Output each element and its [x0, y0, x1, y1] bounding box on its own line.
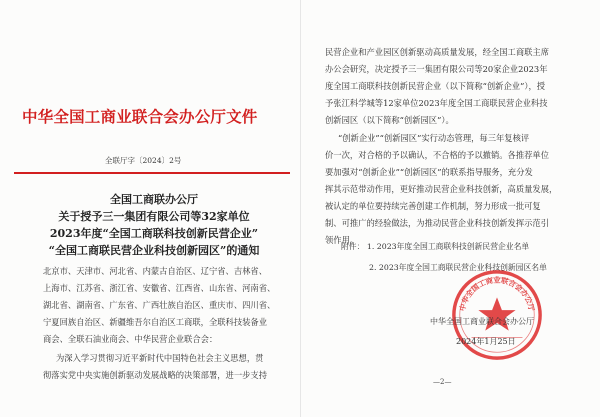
attachment-item-1	[341, 236, 547, 257]
left-body-line-1: 北京市、天津市、河北省、内蒙古自治区、辽宁省、吉林省、	[43, 266, 268, 276]
title-line-4: “全国工商联民营企业科技创新园区”的通知	[48, 244, 260, 257]
document-header: 中华全国工商业联合会办公厅文件	[22, 108, 258, 126]
right-body-line-7: 价一次，对合格的予以确认，不合格的予以撤销。各推荐单位	[325, 150, 550, 160]
title-line-3: 2023年度“全国工商联科技创新民营企业”	[49, 227, 259, 240]
left-body-line-4: 宁夏回族自治区、新疆维吾尔自治区工商联，全联科技装备业	[43, 317, 268, 327]
right-body-line-8: 要加强对“创新企业”“创新园区”的联系指导服务，充分发	[325, 167, 533, 177]
right-body-line-10: 被认定的单位要持续完善创建工作机制，努力形成一批可复	[325, 201, 541, 211]
signature-organization: 中华全国工商业联合会办公厅	[430, 317, 534, 326]
official-seal-icon	[448, 266, 546, 364]
left-body-line-6: 为深入学习贯彻习近平新时代中国特色社会主义思想，贯	[56, 353, 264, 363]
attachment-item-2: 2. 2023年度全国工商联民营企业科技创新园区名单	[369, 263, 547, 272]
right-body-line-12: 领作用。	[325, 235, 359, 245]
signature-date: 2024年1月25日	[456, 337, 516, 346]
left-body-line-7: 彻落实党中央实施创新驱动发展战略的决策部署，进一步支持	[43, 370, 268, 380]
right-body-line-5: 创新园区（以下简称“创新园区”）。	[325, 115, 454, 125]
right-body-line-9: 挥其示范带动作用，更好推动民营企业科技创新，高质量发展，	[325, 184, 558, 194]
document-number: 全联厅字〔2024〕2号	[105, 156, 182, 165]
right-body-line-2: 办公会研究，决定授予三一集团有限公司等20家企业2023年	[325, 64, 548, 74]
left-body-line-3: 湖北省、湖南省、广东省、广西壮族自治区、重庆市、四川省、	[43, 300, 276, 310]
right-body-line-1: 民营企业和产业园区创新驱动高质量发展，经全国工商联主席	[325, 47, 550, 57]
notice-title	[14, 191, 294, 259]
right-page	[301, 0, 600, 417]
title-line-1: 全国工商联办公厅	[110, 193, 198, 206]
attachment-text-1: 1. 2023年度全国工商联科技创新民营企业名单	[366, 242, 530, 251]
left-body-line-2: 上海市、江苏省、浙江省、安徽省、江西省、山东省、河南省、	[43, 283, 276, 293]
title-line-2: 关于授予三一集团有限公司等32家单位	[58, 210, 250, 223]
svg-text:中华全国工商业联合会办公厅: 中华全国工商业联合会办公厅	[457, 275, 537, 312]
header-red-rule	[14, 172, 290, 174]
left-body-line-5: 商会、全联石油业商会、中华民营企业联合会：	[43, 334, 218, 344]
right-body-line-6: “创新企业”“创新园区”实行动态管理，每三年复核评	[338, 133, 530, 143]
right-body-line-4: 予张江科学城等12家单位2023年度全国工商联民营企业科技	[325, 98, 548, 108]
right-body-line-3: 度全国工商联科技创新民营企业（以下简称“创新企业”），授	[325, 81, 546, 91]
page-number: —2—	[433, 378, 452, 386]
attachments-label: 附件：	[341, 242, 365, 251]
right-body-line-11: 制、可推广的经验做法，为推动民营企业科技创新发挥示范引	[325, 218, 550, 228]
